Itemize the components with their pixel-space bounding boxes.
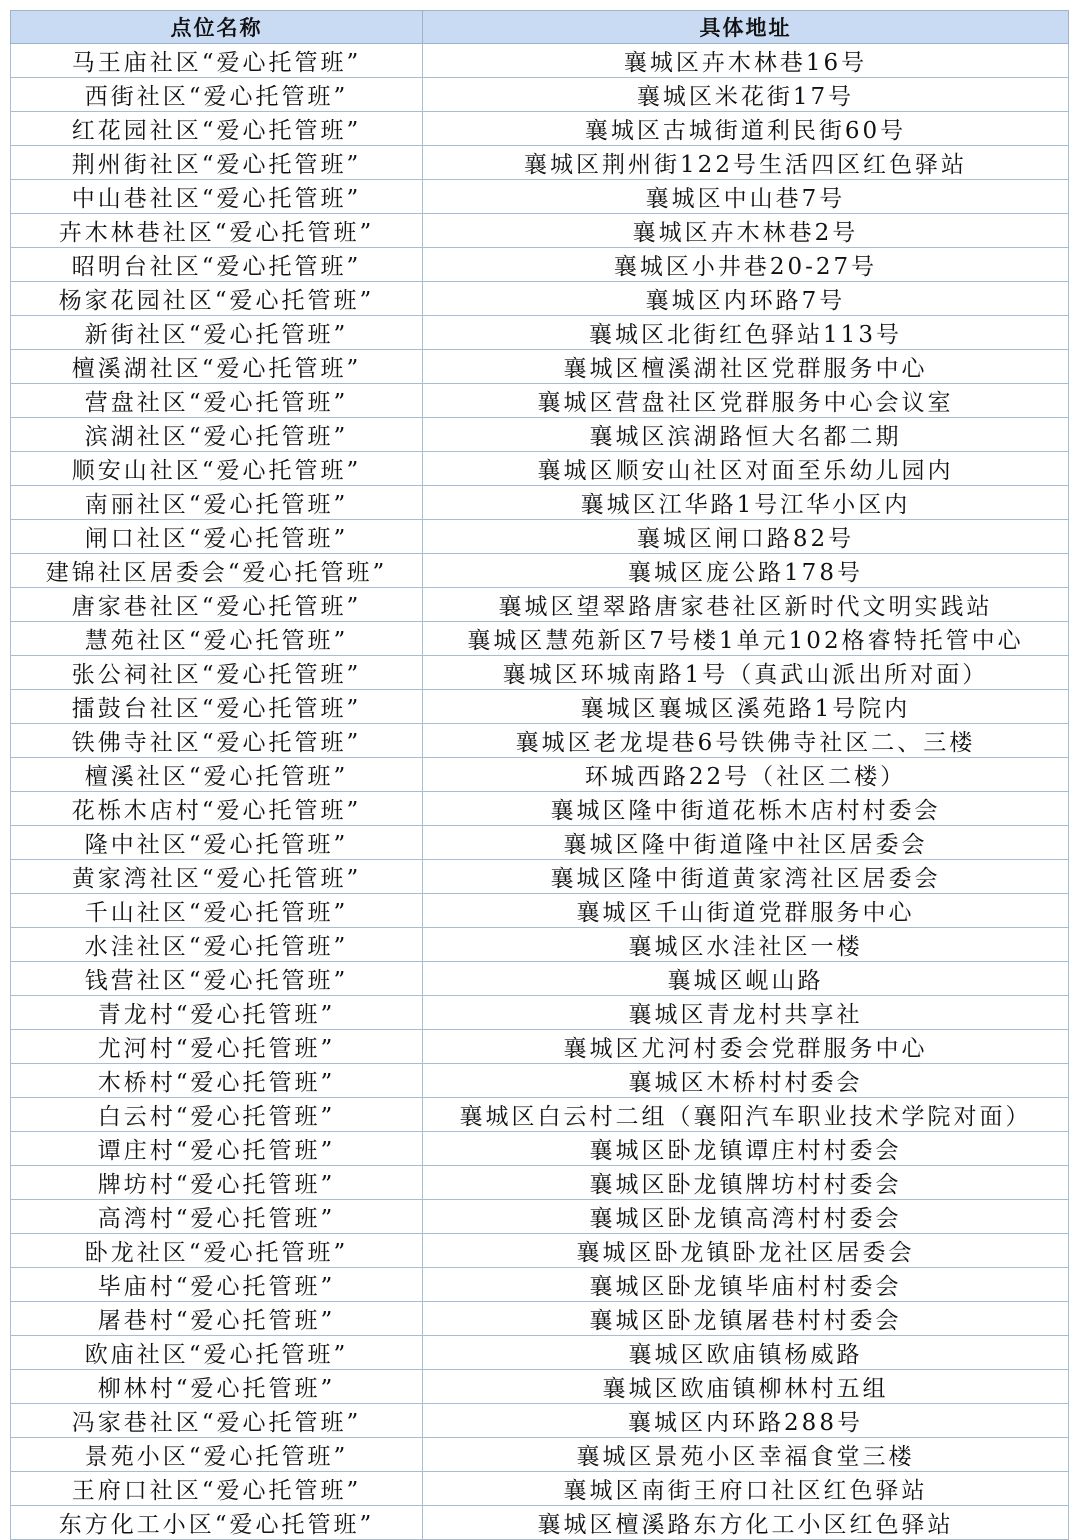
location-name-cell: 顺安山社区“爱心托管班”	[11, 452, 423, 486]
location-name-cell: 西街社区“爱心托管班”	[11, 78, 423, 112]
table-row	[11, 78, 1069, 112]
address-cell: 襄城区隆中街道黄家湾社区居委会	[423, 860, 1069, 894]
address-cell: 襄城区内环路7号	[423, 282, 1069, 316]
table-row	[11, 1506, 1069, 1540]
address-cell: 襄城区荆州街122号生活四区红色驿站	[423, 146, 1069, 180]
location-name-cell: 高湾村“爱心托管班”	[11, 1200, 423, 1234]
table-header	[11, 11, 1069, 44]
address-cell: 襄城区内环路288号	[423, 1404, 1069, 1438]
location-name-cell: 花栎木店村“爱心托管班”	[11, 792, 423, 826]
address-cell: 襄城区老龙堤巷6号铁佛寺社区二、三楼	[423, 724, 1069, 758]
table-row	[11, 1268, 1069, 1302]
table-row	[11, 146, 1069, 180]
location-name-cell: 东方化工小区“爱心托管班”	[11, 1506, 423, 1540]
table-row	[11, 282, 1069, 316]
table-row	[11, 520, 1069, 554]
location-name-cell: 红花园社区“爱心托管班”	[11, 112, 423, 146]
table-row	[11, 1098, 1069, 1132]
table-row	[11, 486, 1069, 520]
location-name-cell: 慧苑社区“爱心托管班”	[11, 622, 423, 656]
location-name-cell: 营盘社区“爱心托管班”	[11, 384, 423, 418]
address-cell: 襄城区隆中街道花栎木店村村委会	[423, 792, 1069, 826]
table-row	[11, 44, 1069, 78]
location-name-cell: 滨湖社区“爱心托管班”	[11, 418, 423, 452]
address-cell: 襄城区欧庙镇杨威路	[423, 1336, 1069, 1370]
table-body	[11, 44, 1069, 1540]
address-cell: 襄城区望翠路唐家巷社区新时代文明实践站	[423, 588, 1069, 622]
location-name-cell: 铁佛寺社区“爱心托管班”	[11, 724, 423, 758]
location-name-cell: 木桥村“爱心托管班”	[11, 1064, 423, 1098]
table-row	[11, 724, 1069, 758]
address-cell: 襄城区景苑小区幸福食堂三楼	[423, 1438, 1069, 1472]
table-row	[11, 656, 1069, 690]
table-row	[11, 1132, 1069, 1166]
address-cell: 襄城区古城街道利民街60号	[423, 112, 1069, 146]
address-cell: 襄城区木桥村村委会	[423, 1064, 1069, 1098]
table-row	[11, 1472, 1069, 1506]
address-cell: 襄城区慧苑新区7号楼1单元102格睿特托管中心	[423, 622, 1069, 656]
location-name-cell: 谭庄村“爱心托管班”	[11, 1132, 423, 1166]
address-cell: 襄城区中山巷7号	[423, 180, 1069, 214]
address-cell: 襄城区卧龙镇高湾村村委会	[423, 1200, 1069, 1234]
location-name-cell: 新街社区“爱心托管班”	[11, 316, 423, 350]
table-row	[11, 962, 1069, 996]
location-name-cell: 唐家巷社区“爱心托管班”	[11, 588, 423, 622]
address-cell: 襄城区千山街道党群服务中心	[423, 894, 1069, 928]
address-cell: 襄城区南街王府口社区红色驿站	[423, 1472, 1069, 1506]
table-row	[11, 792, 1069, 826]
address-cell: 襄城区檀溪路东方化工小区红色驿站	[423, 1506, 1069, 1540]
location-name-cell: 隆中社区“爱心托管班”	[11, 826, 423, 860]
table-row	[11, 316, 1069, 350]
table-row	[11, 622, 1069, 656]
location-name-cell: 屠巷村“爱心托管班”	[11, 1302, 423, 1336]
address-cell: 襄城区檀溪湖社区党群服务中心	[423, 350, 1069, 384]
address-cell: 襄城区环城南路1号（真武山派出所对面）	[423, 656, 1069, 690]
address-cell: 襄城区卉木林巷2号	[423, 214, 1069, 248]
location-name-cell: 卉木林巷社区“爱心托管班”	[11, 214, 423, 248]
table-row	[11, 1200, 1069, 1234]
table-row	[11, 1302, 1069, 1336]
location-name-cell: 杨家花园社区“爱心托管班”	[11, 282, 423, 316]
table-row	[11, 384, 1069, 418]
table-row	[11, 860, 1069, 894]
location-name-cell: 黄家湾社区“爱心托管班”	[11, 860, 423, 894]
address-cell: 襄城区庞公路178号	[423, 554, 1069, 588]
header-address: 具体地址	[423, 11, 1069, 44]
address-cell: 襄城区营盘社区党群服务中心会议室	[423, 384, 1069, 418]
table-row	[11, 1166, 1069, 1200]
location-name-cell: 尤河村“爱心托管班”	[11, 1030, 423, 1064]
location-name-cell: 冯家巷社区“爱心托管班”	[11, 1404, 423, 1438]
address-cell: 襄城区卧龙镇毕庙村村委会	[423, 1268, 1069, 1302]
table-row	[11, 1336, 1069, 1370]
address-cell: 襄城区岘山路	[423, 962, 1069, 996]
table-row	[11, 112, 1069, 146]
address-cell: 襄城区欧庙镇柳林村五组	[423, 1370, 1069, 1404]
table-row	[11, 1370, 1069, 1404]
address-cell: 环城西路22号（社区二楼）	[423, 758, 1069, 792]
location-table	[10, 10, 1069, 1540]
address-cell: 襄城区卧龙镇屠巷村村委会	[423, 1302, 1069, 1336]
table-row	[11, 248, 1069, 282]
table-row	[11, 554, 1069, 588]
table-row	[11, 350, 1069, 384]
table-row	[11, 826, 1069, 860]
location-name-cell: 柳林村“爱心托管班”	[11, 1370, 423, 1404]
location-name-cell: 王府口社区“爱心托管班”	[11, 1472, 423, 1506]
address-cell: 襄城区滨湖路恒大名都二期	[423, 418, 1069, 452]
address-cell: 襄城区隆中街道隆中社区居委会	[423, 826, 1069, 860]
table-row	[11, 894, 1069, 928]
location-name-cell: 马王庙社区“爱心托管班”	[11, 44, 423, 78]
header-row	[11, 11, 1069, 44]
table-row	[11, 588, 1069, 622]
location-name-cell: 张公祠社区“爱心托管班”	[11, 656, 423, 690]
address-cell: 襄城区襄城区溪苑路1号院内	[423, 690, 1069, 724]
location-name-cell: 昭明台社区“爱心托管班”	[11, 248, 423, 282]
table-row	[11, 452, 1069, 486]
table-row	[11, 996, 1069, 1030]
location-name-cell: 荆州街社区“爱心托管班”	[11, 146, 423, 180]
location-name-cell: 毕庙村“爱心托管班”	[11, 1268, 423, 1302]
table-row	[11, 928, 1069, 962]
table-row	[11, 690, 1069, 724]
location-name-cell: 景苑小区“爱心托管班”	[11, 1438, 423, 1472]
table-row	[11, 758, 1069, 792]
location-name-cell: 水洼社区“爱心托管班”	[11, 928, 423, 962]
address-cell: 襄城区水洼社区一楼	[423, 928, 1069, 962]
table-row	[11, 1030, 1069, 1064]
table-row	[11, 1064, 1069, 1098]
address-cell: 襄城区青龙村共享社	[423, 996, 1069, 1030]
table-row	[11, 1404, 1069, 1438]
location-name-cell: 檀溪湖社区“爱心托管班”	[11, 350, 423, 384]
location-name-cell: 擂鼓台社区“爱心托管班”	[11, 690, 423, 724]
address-cell: 襄城区尤河村委会党群服务中心	[423, 1030, 1069, 1064]
table-row	[11, 214, 1069, 248]
address-cell: 襄城区白云村二组（襄阳汽车职业技术学院对面）	[423, 1098, 1069, 1132]
table-row	[11, 418, 1069, 452]
table-row	[11, 1234, 1069, 1268]
table-row	[11, 1438, 1069, 1472]
location-name-cell: 白云村“爱心托管班”	[11, 1098, 423, 1132]
address-cell: 襄城区北街红色驿站113号	[423, 316, 1069, 350]
address-cell: 襄城区卧龙镇牌坊村村委会	[423, 1166, 1069, 1200]
address-cell: 襄城区小井巷20-27号	[423, 248, 1069, 282]
location-name-cell: 中山巷社区“爱心托管班”	[11, 180, 423, 214]
location-name-cell: 青龙村“爱心托管班”	[11, 996, 423, 1030]
location-name-cell: 欧庙社区“爱心托管班”	[11, 1336, 423, 1370]
location-name-cell: 卧龙社区“爱心托管班”	[11, 1234, 423, 1268]
location-name-cell: 千山社区“爱心托管班”	[11, 894, 423, 928]
address-cell: 襄城区江华路1号江华小区内	[423, 486, 1069, 520]
location-name-cell: 牌坊村“爱心托管班”	[11, 1166, 423, 1200]
table-row	[11, 180, 1069, 214]
location-name-cell: 闸口社区“爱心托管班”	[11, 520, 423, 554]
location-table-container	[10, 10, 1068, 1540]
location-name-cell: 檀溪社区“爱心托管班”	[11, 758, 423, 792]
address-cell: 襄城区米花街17号	[423, 78, 1069, 112]
address-cell: 襄城区卧龙镇卧龙社区居委会	[423, 1234, 1069, 1268]
location-name-cell: 钱营社区“爱心托管班”	[11, 962, 423, 996]
header-location-name: 点位名称	[11, 11, 423, 44]
address-cell: 襄城区卧龙镇谭庄村村委会	[423, 1132, 1069, 1166]
location-name-cell: 南丽社区“爱心托管班”	[11, 486, 423, 520]
location-name-cell: 建锦社区居委会“爱心托管班”	[11, 554, 423, 588]
address-cell: 襄城区卉木林巷16号	[423, 44, 1069, 78]
address-cell: 襄城区闸口路82号	[423, 520, 1069, 554]
address-cell: 襄城区顺安山社区对面至乐幼儿园内	[423, 452, 1069, 486]
